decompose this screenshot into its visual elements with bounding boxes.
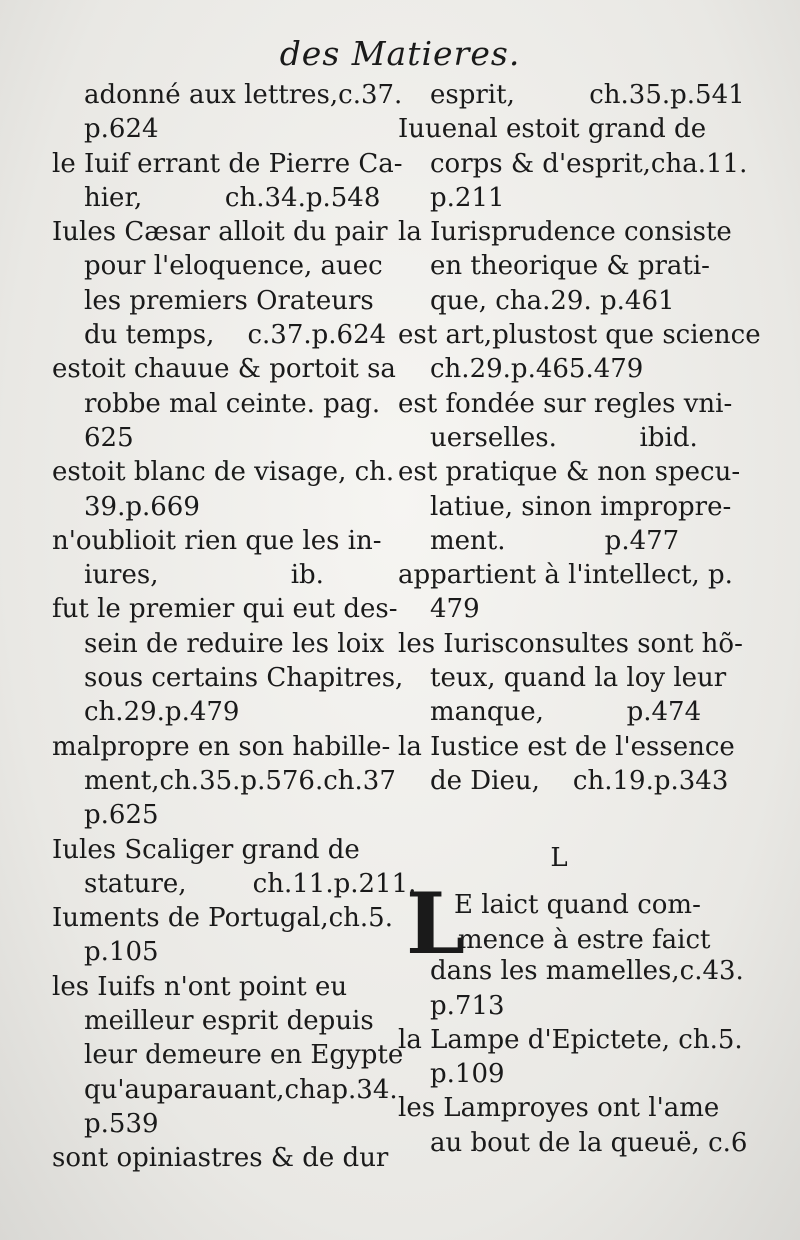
index-entry-line: teux, quand la loy leur	[430, 663, 727, 694]
index-entry-line: latiue, sinon impropre-	[430, 491, 732, 522]
index-entry-line: meilleur esprit depuis	[84, 1006, 374, 1037]
index-entry-line: p.713	[430, 990, 505, 1021]
index-entry-line: leur demeure en Egypte	[84, 1040, 404, 1071]
index-entry-line: du temps, c.37.p.624	[84, 320, 387, 351]
index-entry-line: 479	[430, 594, 480, 625]
index-entry-line: les Iuifs n'ont point eu	[52, 971, 348, 1002]
section-letter: L	[550, 843, 568, 874]
index-entry-line: appartient à l'intellect, p.	[398, 560, 733, 591]
index-entry-line: manque, p.474	[430, 697, 702, 728]
index-entry-line: pour l'eloquence, auec	[84, 251, 383, 282]
index-entry-line: estoit chauue & portoit sa	[52, 354, 396, 385]
index-entry-line: p.109	[430, 1059, 505, 1090]
index-entry-line: adonné aux lettres,c.37.	[84, 80, 403, 110]
index-entry-line: la Iurisprudence consiste	[398, 217, 732, 248]
dropcap-line-2: mence à estre faict	[458, 924, 711, 955]
index-entry-line: sein de reduire les loix	[84, 628, 385, 659]
index-entry-line: corps & d'esprit,cha.11.	[430, 148, 748, 179]
index-entry-line: sont opiniastres & de dur	[52, 1143, 389, 1174]
index-entry-line: Iules Cæsar alloit du pair	[52, 217, 388, 248]
index-entry-line: p.211	[430, 182, 505, 213]
index-entry-line: Iuments de Portugal,ch.5.	[52, 903, 393, 934]
running-header: des Matieres.	[279, 34, 521, 73]
index-entry-line: robbe mal ceinte. pag.	[84, 388, 381, 419]
index-entry-line: p.624	[84, 114, 159, 145]
index-entry-line: est art,plustost que science	[398, 320, 761, 351]
index-entry-line: p.625	[84, 800, 159, 831]
index-entry-line: Iules Scaliger grand de	[52, 834, 360, 865]
index-entry-line: uerselles. ibid.	[430, 422, 698, 453]
index-entry-line: fut le premier qui eut des-	[52, 594, 398, 625]
index-entry-line: esprit, ch.35.p.541	[430, 80, 745, 110]
index-entry-line: iures, ib.	[84, 560, 324, 591]
index-entry-line: ch.29.p.479	[84, 697, 240, 728]
index-entry-line: dans les mamelles,c.43.	[430, 956, 744, 987]
index-entry-line: les premiers Orateurs	[84, 285, 374, 316]
index-entry-line: de Dieu, ch.19.p.343	[430, 765, 729, 796]
index-entry-line: ch.29.p.465.479	[430, 354, 644, 385]
index-entry-line: au bout de la queuë, c.6	[430, 1127, 748, 1158]
index-entry-line: p.105	[84, 937, 159, 968]
index-entry-line: est fondée sur regles vni-	[398, 388, 733, 419]
index-entry-line: les Iurisconsultes sont hõ-	[398, 628, 743, 659]
spacer	[398, 798, 730, 832]
index-entry-line: sous certains Chapitres,	[84, 663, 404, 694]
index-entry-line: n'oublioit rien que les in-	[52, 525, 382, 556]
right-column	[398, 78, 761, 1160]
index-entry-line: la Iustice est de l'essence	[398, 731, 735, 762]
index-entry-line: la Lampe d'Epictete, ch.5.	[398, 1024, 743, 1055]
index-entry-line: les Lamproyes ont l'ame	[398, 1093, 720, 1124]
index-entry-line: qu'auparauant,chap.34.	[84, 1074, 398, 1105]
left-column	[52, 78, 417, 1176]
index-entry-line: le Iuif errant de Pierre Ca-	[52, 148, 403, 179]
index-entry-line: Iuuenal estoit grand de	[398, 114, 707, 145]
index-entry-line: en theorique & prati-	[430, 251, 710, 282]
index-entry-line: ment. p.477	[430, 525, 680, 556]
index-entry-line: p.539	[84, 1108, 159, 1139]
dropcap-letter: L	[406, 874, 466, 974]
index-entry-line: malpropre en son habille-	[52, 731, 391, 762]
index-entry-line: 625	[84, 422, 134, 453]
dropcap-line-1: E laict quand com-	[454, 890, 701, 921]
index-entry-line: estoit blanc de visage, ch.	[52, 457, 395, 488]
index-entry-line: est pratique & non specu-	[398, 457, 741, 488]
index-entry-line: ment,ch.35.p.576.ch.37	[84, 765, 396, 796]
index-entry-line: que, cha.29. p.461	[430, 285, 675, 316]
index-entry-line: 39.p.669	[84, 491, 200, 522]
index-entry-line: stature, ch.11.p.211.	[84, 868, 417, 899]
index-entry-line: hier, ch.34.p.548	[84, 182, 381, 213]
